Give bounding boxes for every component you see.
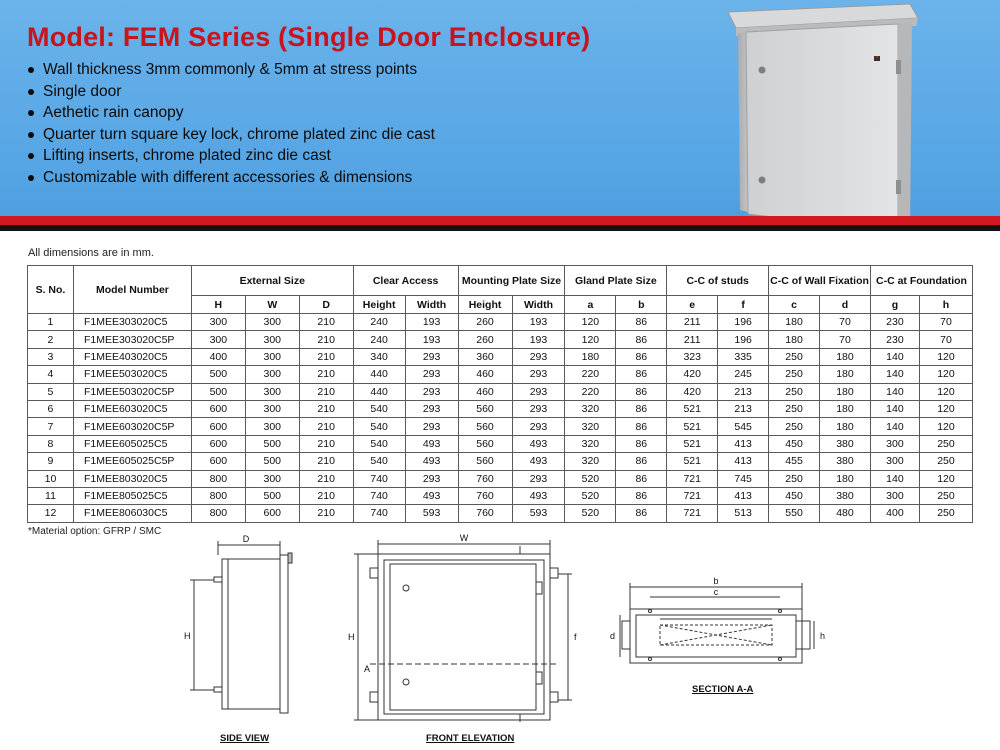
dimension-cell: 300 — [191, 331, 245, 348]
dimension-cell: 300 — [245, 418, 299, 435]
dimension-cell: 740 — [353, 487, 405, 504]
header-sno: S. No. — [28, 266, 74, 314]
dimension-cell: 86 — [616, 348, 667, 365]
dimension-cell: 460 — [458, 383, 512, 400]
header-external-size: External Size — [191, 266, 353, 296]
header-clear-access: Clear Access — [353, 266, 458, 296]
dimension-cell: 335 — [718, 348, 769, 365]
dimension-cell: 86 — [616, 331, 667, 348]
table-row — [28, 435, 973, 452]
table-row — [28, 453, 973, 470]
dimension-cell: 300 — [245, 400, 299, 417]
dimension-cell: 293 — [405, 418, 458, 435]
dimension-cell: 210 — [299, 487, 353, 504]
dimension-cell: 293 — [405, 366, 458, 383]
dimension-cell: 70 — [820, 314, 871, 331]
model-number-cell: F1MEE603020C5P — [73, 418, 191, 435]
sno-cell: 3 — [28, 348, 74, 365]
side-view-caption: SIDE VIEW — [220, 733, 270, 744]
sub-header-cell: D — [299, 296, 353, 314]
dimension-cell: 210 — [299, 435, 353, 452]
dimension-cell: 210 — [299, 470, 353, 487]
model-number-cell: F1MEE806030C5 — [73, 505, 191, 522]
dimension-cell: 240 — [353, 331, 405, 348]
dimension-cell: 120 — [565, 314, 616, 331]
dimension-cell: 70 — [820, 331, 871, 348]
dimension-cell: 493 — [405, 453, 458, 470]
sub-header-cell: Height — [458, 296, 512, 314]
dimension-cell: 210 — [299, 348, 353, 365]
dimension-cell: 210 — [299, 453, 353, 470]
dimension-cell: 293 — [405, 470, 458, 487]
dimension-cell: 480 — [820, 505, 871, 522]
dimension-cell: 86 — [616, 487, 667, 504]
dimension-cell: 86 — [616, 470, 667, 487]
dimension-cell: 210 — [299, 366, 353, 383]
dimension-cell: 760 — [458, 487, 512, 504]
dimension-cell: 800 — [191, 505, 245, 522]
dimension-cell: 560 — [458, 418, 512, 435]
dimension-cell: 500 — [245, 435, 299, 452]
dimension-cell: 500 — [191, 366, 245, 383]
dimension-cell: 193 — [405, 331, 458, 348]
dimension-cell: 540 — [353, 453, 405, 470]
dimension-cell: 211 — [667, 314, 718, 331]
header-gland-plate: Gland Plate Size — [565, 266, 667, 296]
front-label-a: A — [364, 664, 371, 674]
dimension-cell: 193 — [405, 314, 458, 331]
dimension-cell: 721 — [667, 470, 718, 487]
dimension-cell: 120 — [919, 400, 972, 417]
dimension-cell: 86 — [616, 453, 667, 470]
dimension-cell: 521 — [667, 435, 718, 452]
dimension-cell: 210 — [299, 418, 353, 435]
dimension-cell: 493 — [512, 453, 565, 470]
table-row — [28, 470, 973, 487]
dimension-cell: 500 — [191, 383, 245, 400]
table-row — [28, 418, 973, 435]
dimension-cell: 800 — [191, 470, 245, 487]
section-caption: SECTION A-A — [692, 684, 754, 695]
dimension-cell: 210 — [299, 400, 353, 417]
dimension-cell: 180 — [820, 366, 871, 383]
dimension-cell: 140 — [870, 366, 919, 383]
dimension-cell: 413 — [718, 435, 769, 452]
dimension-cell: 86 — [616, 366, 667, 383]
dimension-cell: 420 — [667, 366, 718, 383]
dimension-cell: 220 — [565, 366, 616, 383]
dimension-cell: 745 — [718, 470, 769, 487]
dimension-table — [27, 265, 973, 523]
dimension-cell: 293 — [405, 348, 458, 365]
dimension-cell: 180 — [820, 418, 871, 435]
dimension-cell: 86 — [616, 435, 667, 452]
dimension-cell: 293 — [405, 400, 458, 417]
front-elevation-drawing — [340, 532, 590, 732]
dimension-cell: 293 — [405, 383, 458, 400]
dimension-cell: 250 — [769, 400, 820, 417]
dimension-cell: 293 — [512, 470, 565, 487]
sub-header-cell: e — [667, 296, 718, 314]
dimension-cell: 120 — [919, 470, 972, 487]
dimension-cell: 300 — [245, 383, 299, 400]
dimension-cell: 293 — [512, 418, 565, 435]
dimension-cell: 440 — [353, 383, 405, 400]
dimension-cell: 455 — [769, 453, 820, 470]
dimension-cell: 550 — [769, 505, 820, 522]
dimension-cell: 600 — [191, 453, 245, 470]
dimension-cell: 493 — [512, 487, 565, 504]
sub-header-cell: H — [191, 296, 245, 314]
header-banner — [0, 0, 1000, 218]
dimension-cell: 86 — [616, 418, 667, 435]
header-red-stripe — [0, 216, 1000, 225]
feature-item: Quarter turn square key lock, chrome plated zinc die cast — [28, 124, 435, 146]
dimension-cell: 300 — [245, 331, 299, 348]
dimension-cell: 250 — [769, 348, 820, 365]
dimension-cell: 600 — [191, 435, 245, 452]
section-label-d: d — [610, 631, 616, 641]
front-label-f: f — [574, 632, 577, 642]
dimension-cell: 120 — [919, 418, 972, 435]
dimension-cell: 210 — [299, 331, 353, 348]
sno-cell: 4 — [28, 366, 74, 383]
dimension-cell: 300 — [245, 348, 299, 365]
dimension-cell: 593 — [512, 505, 565, 522]
dimension-cell: 250 — [769, 383, 820, 400]
dimension-cell: 86 — [616, 314, 667, 331]
section-drawing — [600, 575, 840, 675]
dimension-cell: 413 — [718, 453, 769, 470]
sno-cell: 2 — [28, 331, 74, 348]
dimension-cell: 400 — [870, 505, 919, 522]
sub-header-cell: Width — [512, 296, 565, 314]
section-label-h: h — [820, 631, 826, 641]
sub-header-cell: h — [919, 296, 972, 314]
dimension-cell: 600 — [191, 418, 245, 435]
table-row — [28, 400, 973, 417]
sno-cell: 12 — [28, 505, 74, 522]
dimension-cell: 600 — [191, 400, 245, 417]
dimension-cell: 460 — [458, 366, 512, 383]
dimension-cell: 450 — [769, 435, 820, 452]
dimension-cell: 740 — [353, 505, 405, 522]
dimension-cell: 800 — [191, 487, 245, 504]
model-number-cell: F1MEE403020C5 — [73, 348, 191, 365]
side-label-h: H — [184, 631, 191, 641]
sno-cell: 6 — [28, 400, 74, 417]
dimension-cell: 493 — [405, 487, 458, 504]
dimension-cell: 230 — [870, 331, 919, 348]
table-row — [28, 331, 973, 348]
dimension-cell: 180 — [769, 331, 820, 348]
side-view-drawing — [170, 535, 310, 730]
dimension-cell: 250 — [769, 470, 820, 487]
dimension-cell: 450 — [769, 487, 820, 504]
dimension-cell: 593 — [405, 505, 458, 522]
dimension-cell: 560 — [458, 435, 512, 452]
dimension-cell: 293 — [512, 366, 565, 383]
sno-cell: 5 — [28, 383, 74, 400]
dimension-cell: 196 — [718, 331, 769, 348]
dimension-cell: 600 — [245, 505, 299, 522]
dimension-cell: 86 — [616, 505, 667, 522]
dimension-cell: 300 — [245, 314, 299, 331]
sub-header-cell: Height — [353, 296, 405, 314]
dimension-cell: 545 — [718, 418, 769, 435]
sno-cell: 8 — [28, 435, 74, 452]
dimension-cell: 260 — [458, 331, 512, 348]
dimension-cell: 440 — [353, 366, 405, 383]
dimension-cell: 360 — [458, 348, 512, 365]
dimension-cell: 210 — [299, 383, 353, 400]
dimension-cell: 521 — [667, 400, 718, 417]
front-label-w: W — [459, 533, 469, 543]
dimension-cell: 420 — [667, 383, 718, 400]
header-model: Model Number — [73, 266, 191, 314]
header-foundation: C-C at Foundation — [870, 266, 972, 296]
section-label-b: b — [713, 576, 719, 586]
dimension-cell: 521 — [667, 418, 718, 435]
dimension-cell: 140 — [870, 400, 919, 417]
sub-header-cell: g — [870, 296, 919, 314]
sub-header-cell: c — [769, 296, 820, 314]
dimension-cell: 220 — [565, 383, 616, 400]
dimension-cell: 340 — [353, 348, 405, 365]
dimension-cell: 250 — [919, 453, 972, 470]
dimension-cell: 320 — [565, 435, 616, 452]
section-label-c: c — [713, 587, 719, 597]
dimension-cell: 293 — [512, 348, 565, 365]
dimension-cell: 493 — [405, 435, 458, 452]
model-number-cell: F1MEE303020C5 — [73, 314, 191, 331]
table-row — [28, 505, 973, 522]
dimension-cell: 180 — [769, 314, 820, 331]
dimension-cell: 196 — [718, 314, 769, 331]
dimension-cell: 721 — [667, 487, 718, 504]
dimension-cell: 560 — [458, 400, 512, 417]
model-number-cell: F1MEE605025C5P — [73, 453, 191, 470]
dimension-cell: 721 — [667, 505, 718, 522]
sno-cell: 9 — [28, 453, 74, 470]
dimension-cell: 140 — [870, 383, 919, 400]
dimension-cell: 180 — [820, 383, 871, 400]
model-number-cell: F1MEE603020C5 — [73, 400, 191, 417]
front-label-h: H — [348, 632, 355, 642]
dimension-cell: 380 — [820, 487, 871, 504]
dimension-cell: 540 — [353, 400, 405, 417]
dimension-cell: 250 — [919, 505, 972, 522]
feature-item: Aethetic rain canopy — [28, 102, 435, 124]
dimension-cell: 260 — [458, 314, 512, 331]
sub-header-cell: a — [565, 296, 616, 314]
dimension-cell: 245 — [718, 366, 769, 383]
table-row — [28, 314, 973, 331]
sno-cell: 10 — [28, 470, 74, 487]
dimension-cell: 240 — [353, 314, 405, 331]
dimension-cell: 520 — [565, 470, 616, 487]
dimension-cell: 250 — [769, 366, 820, 383]
dimension-cell: 540 — [353, 435, 405, 452]
dimension-cell: 120 — [919, 366, 972, 383]
dimension-cell: 120 — [565, 331, 616, 348]
table-row — [28, 487, 973, 504]
sno-cell: 7 — [28, 418, 74, 435]
dimension-cell: 300 — [870, 435, 919, 452]
dimension-cell: 193 — [512, 331, 565, 348]
model-number-cell: F1MEE605025C5 — [73, 435, 191, 452]
dimension-cell: 180 — [820, 470, 871, 487]
dimension-cell: 400 — [191, 348, 245, 365]
sub-header-cell: Width — [405, 296, 458, 314]
header-studs: C-C of studs — [667, 266, 769, 296]
material-note: *Material option: GFRP / SMC — [28, 526, 162, 537]
dimension-cell: 293 — [512, 400, 565, 417]
dimension-cell: 493 — [512, 435, 565, 452]
dimension-cell: 213 — [718, 383, 769, 400]
dimension-cell: 520 — [565, 487, 616, 504]
table-row — [28, 348, 973, 365]
sub-header-cell: d — [820, 296, 871, 314]
side-label-d: D — [242, 535, 250, 544]
dimension-cell: 86 — [616, 400, 667, 417]
header-wall-fixation: C-C of Wall Fixation — [769, 266, 871, 296]
dimension-cell: 210 — [299, 505, 353, 522]
dimension-cell: 300 — [191, 314, 245, 331]
dimension-cell: 380 — [820, 435, 871, 452]
dimension-cell: 70 — [919, 314, 972, 331]
dimension-cell: 320 — [565, 400, 616, 417]
model-number-cell: F1MEE303020C5P — [73, 331, 191, 348]
dimension-cell: 193 — [512, 314, 565, 331]
dimension-cell: 513 — [718, 505, 769, 522]
dimension-cell: 300 — [245, 366, 299, 383]
model-number-cell: F1MEE803020C5 — [73, 470, 191, 487]
dimension-cell: 300 — [870, 453, 919, 470]
dimension-cell: 323 — [667, 348, 718, 365]
dimension-cell: 140 — [870, 470, 919, 487]
feature-item: Customizable with different accessories & dimensions — [28, 167, 435, 189]
dimension-cell: 120 — [919, 383, 972, 400]
dimension-cell: 760 — [458, 505, 512, 522]
sub-header-cell: W — [245, 296, 299, 314]
dimension-cell: 70 — [919, 331, 972, 348]
dimension-cell: 180 — [565, 348, 616, 365]
dimension-cell: 230 — [870, 314, 919, 331]
sub-header-cell: b — [616, 296, 667, 314]
dimension-cell: 520 — [565, 505, 616, 522]
dimension-cell: 86 — [616, 383, 667, 400]
feature-item: Single door — [28, 81, 435, 103]
dimension-cell: 300 — [870, 487, 919, 504]
dimension-cell: 250 — [769, 418, 820, 435]
model-number-cell: F1MEE503020C5 — [73, 366, 191, 383]
dimension-cell: 320 — [565, 418, 616, 435]
model-number-cell: F1MEE805025C5 — [73, 487, 191, 504]
dimension-cell: 500 — [245, 487, 299, 504]
sno-cell: 11 — [28, 487, 74, 504]
dimension-cell: 293 — [512, 383, 565, 400]
table-row — [28, 366, 973, 383]
dimension-cell: 740 — [353, 470, 405, 487]
header-black-stripe — [0, 225, 1000, 231]
dimension-cell: 211 — [667, 331, 718, 348]
dimension-cell: 500 — [245, 453, 299, 470]
dimension-cell: 250 — [919, 487, 972, 504]
header-mounting-plate: Mounting Plate Size — [458, 266, 565, 296]
dimension-cell: 521 — [667, 453, 718, 470]
dimension-cell: 250 — [919, 435, 972, 452]
dimension-cell: 213 — [718, 400, 769, 417]
dimension-cell: 413 — [718, 487, 769, 504]
dimension-cell: 120 — [919, 348, 972, 365]
sub-header-cell: f — [718, 296, 769, 314]
dimension-cell: 560 — [458, 453, 512, 470]
dimension-cell: 180 — [820, 400, 871, 417]
page-title: Model: FEM Series (Single Door Enclosure) — [27, 22, 591, 52]
dimension-cell: 320 — [565, 453, 616, 470]
dimension-cell: 140 — [870, 418, 919, 435]
front-elevation-caption: FRONT ELEVATION — [426, 733, 515, 744]
dimensions-note: All dimensions are in mm. — [28, 247, 154, 259]
sno-cell: 1 — [28, 314, 74, 331]
dimension-cell: 140 — [870, 348, 919, 365]
feature-list — [28, 59, 435, 188]
model-number-cell: F1MEE503020C5P — [73, 383, 191, 400]
dimension-cell: 300 — [245, 470, 299, 487]
feature-item: Lifting inserts, chrome plated zinc die cast — [28, 145, 435, 167]
dimension-cell: 760 — [458, 470, 512, 487]
dimension-cell: 210 — [299, 314, 353, 331]
table-row — [28, 383, 973, 400]
table-body — [28, 314, 973, 523]
dimension-cell: 380 — [820, 453, 871, 470]
enclosure-product-image — [720, 0, 920, 218]
dimension-cell: 540 — [353, 418, 405, 435]
feature-item: Wall thickness 3mm commonly & 5mm at stress points — [28, 59, 435, 81]
dimension-cell: 180 — [820, 348, 871, 365]
